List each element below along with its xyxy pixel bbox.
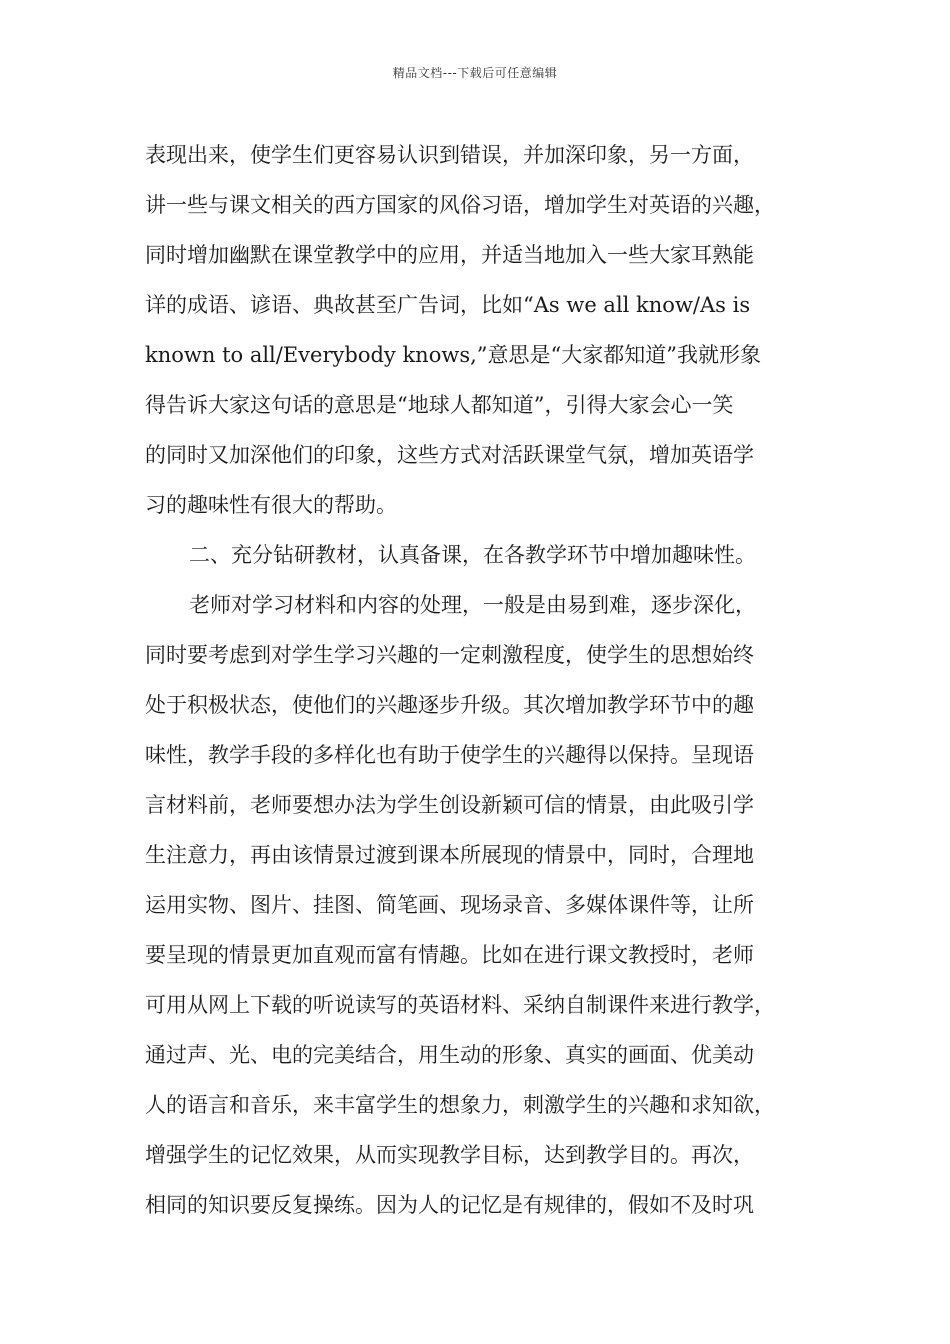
section-heading: 二、充分钻研教材，认真备课，在各教学环节中增加趣味性。 [189,543,756,567]
text-line: 同时增加幽默在课堂教学中的应用，并适当地加入一些大家耳熟能 [145,243,754,267]
text-line: 可用从网上下载的听说读写的英语材料、采纳自制课件来进行教学， [145,993,775,1017]
text-line: 得告诉大家这句话的意思是“地球人都知道”，引得大家会心一笑 [145,393,734,417]
text-line: 表现出来，使学生们更容易认识到错误，并加深印象，另一方面， [145,143,754,167]
text-line: 通过声、光、电的完美结合，用生动的形象、真实的画面、优美动 [145,1043,754,1067]
text-line: 处于积极状态，使他们的兴趣逐步升级。其次增加教学环节中的趣 [145,693,754,717]
text-line: 相同的知识要反复操练。因为人的记忆是有规律的，假如不及时巩 [145,1193,754,1217]
text-line: 人的语言和音乐，来丰富学生的想象力，刺激学生的兴趣和求知欲， [145,1093,775,1117]
page-header: 精品文档---下载后可任意编辑 [392,66,558,80]
text-line: 老师对学习材料和内容的处理，一般是由易到难，逐步深化， [189,593,756,617]
text-line: 味性，教学手段的多样化也有助于使学生的兴趣得以保持。呈现语 [145,743,754,767]
text-line: 生注意力，再由该情景过渡到课本所展现的情景中，同时，合理地 [145,843,754,867]
text-line: 言材料前，老师要想办法为学生创设新颖可信的情景，由此吸引学 [145,793,754,817]
text-line: 讲一些与课文相关的西方国家的风俗习语，增加学生对英语的兴趣， [145,193,775,217]
text-line: known to all/Everybody knows,”意思是“大家都知道”我就形象 [145,343,761,367]
text-line: 运用实物、图片、挂图、简笔画、现场录音、多媒体课件等，让所 [145,893,754,917]
text-line: 要呈现的情景更加直观而富有情趣。比如在进行课文教授时，老师 [145,943,754,967]
text-line: 详的成语、谚语、典故甚至广告词，比如“As we all know/As is [145,293,751,317]
text-line: 的同时又加深他们的印象，这些方式对活跃课堂气氛，增加英语学 [145,443,754,467]
body-text [145,130,825,1230]
text-line: 同时要考虑到对学生学习兴趣的一定刺激程度，使学生的思想始终 [145,643,754,667]
text-line: 增强学生的记忆效果，从而实现教学目标，达到教学目的。再次， [145,1143,754,1167]
text-line: 习的趣味性有很大的帮助。 [145,493,397,517]
